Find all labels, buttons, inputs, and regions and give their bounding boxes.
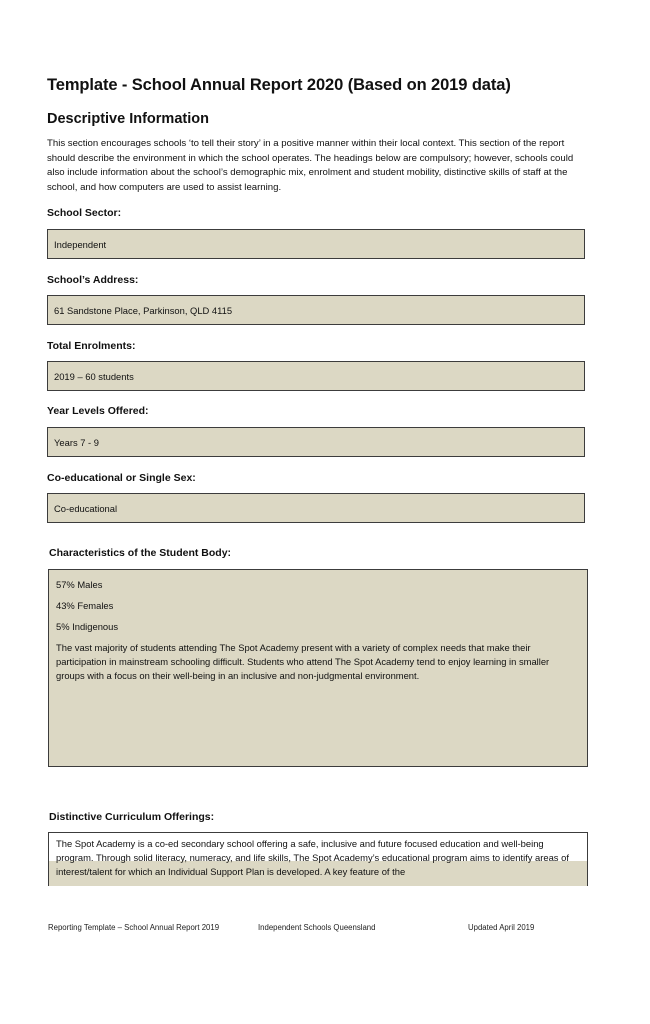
school-address-value: 61 Sandstone Place, Parkinson, QLD 4115 xyxy=(54,304,233,316)
student-body-description: The vast majority of students attending The Spot Academy present with a variety of complex needs that make their participation in mainstream schooling difficult. Students who attend The Spot Academy tend to enjoy learning in smaller groups with a focus on their well-being in an inclusive and non-judgmental environment. xyxy=(56,642,550,682)
year-levels-value: Years 7 - 9 xyxy=(54,436,99,448)
section-heading: Descriptive Information xyxy=(47,111,209,127)
total-enrolments-label: Total Enrolments: xyxy=(47,340,136,352)
curriculum-text: The Spot Academy is a co-ed secondary school offering a safe, inclusive and future focused education and well-being program. Through solid literacy, numeracy, and life skills, The Spot Academy’s educational program aims to identify areas of interest/talent for which an Individual Support Plan is developed. A key feature of the xyxy=(56,838,569,878)
school-address-field[interactable] xyxy=(47,295,585,325)
total-enrolments-field[interactable] xyxy=(47,361,585,391)
year-levels-field[interactable] xyxy=(47,427,585,457)
student-body-label: Characteristics of the Student Body: xyxy=(49,547,232,559)
coeducational-value: Co-educational xyxy=(54,502,118,514)
males-stat: 57% Males xyxy=(56,579,103,590)
school-sector-value: Independent xyxy=(54,238,107,250)
school-sector-field[interactable] xyxy=(47,229,585,259)
indigenous-stat: 5% Indigenous xyxy=(56,621,119,632)
year-levels-label: Year Levels Offered: xyxy=(47,405,149,417)
student-body-field[interactable] xyxy=(48,569,588,767)
footer-center: Independent Schools Queensland xyxy=(258,923,376,932)
females-stat: 43% Females xyxy=(56,600,114,611)
school-sector-label: School Sector: xyxy=(47,207,122,219)
total-enrolments-value: 2019 – 60 students xyxy=(54,370,134,382)
intro-paragraph: This section encourages schools ‘to tell their story’ in a positive manner within their local context. This section of the report should describe the environment in which the school operates. The headings below are compulsory; however, schools could also include information about the school’s demographic mix, enrolment and student mobility, distinctive skills of staff at the school, and how computers are used to assist learning. xyxy=(47,138,574,193)
footer-left: Reporting Template – School Annual Report 2019 xyxy=(48,923,220,932)
curriculum-field[interactable] xyxy=(48,832,588,886)
coeducational-label: Co-educational or Single Sex: xyxy=(47,472,196,484)
curriculum-label: Distinctive Curriculum Offerings: xyxy=(49,811,215,823)
coeducational-field[interactable] xyxy=(47,493,585,523)
document-title: Template - School Annual Report 2020 (Based on 2019 data) xyxy=(47,76,511,94)
school-address-label: School’s Address: xyxy=(47,274,139,286)
footer-right: Updated April 2019 xyxy=(468,923,535,932)
